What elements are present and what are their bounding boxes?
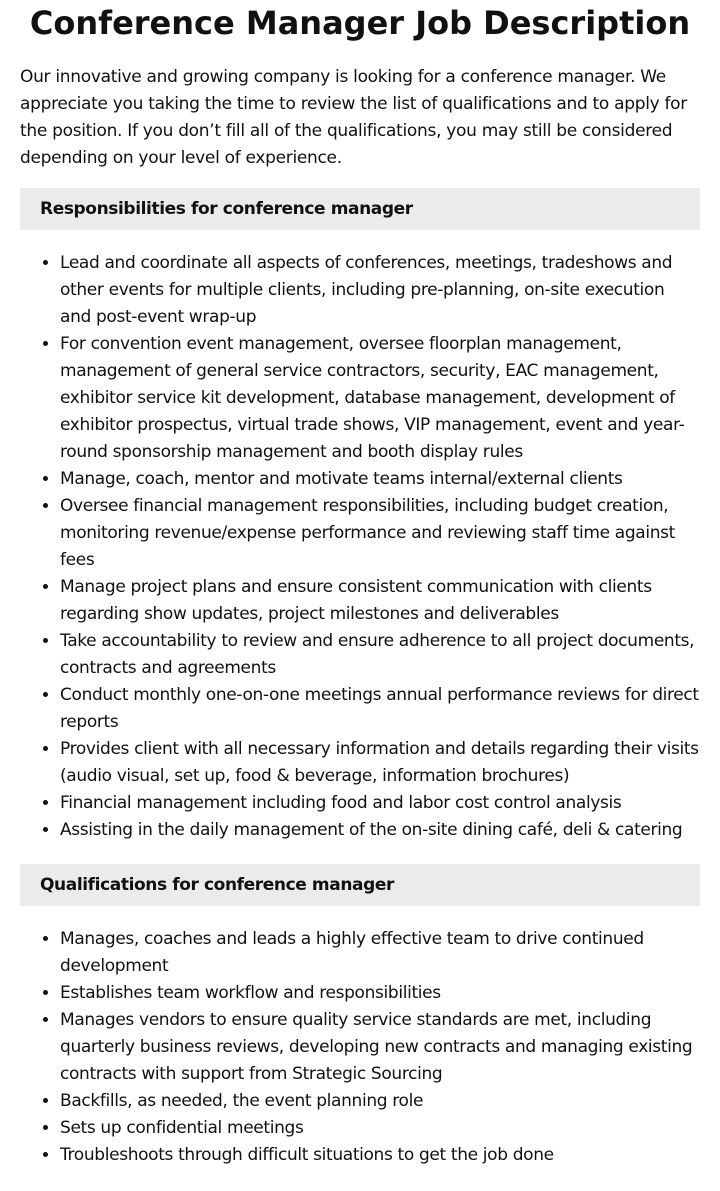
list-item: • Financial management including food and labor cost control analysis — [60, 790, 700, 817]
intro-paragraph: Our innovative and growing company is looking for a conference manager. We appreciate you taking the time to review the list of qualifications and to apply for the position. If you don’t fill all of the qualifications, you may still be considered depending on your level of experience. — [20, 67, 687, 168]
responsibilities-list — [20, 250, 700, 844]
list-item: • For convention event management, oversee floorplan management, management of general service contractors, security, EAC management, exhibitor service kit development, database management, development of exhibitor prospectus, virtual trade shows, VIP management, event and year-round sponsorship management and booth display rules — [60, 331, 700, 466]
list-item: • Establishes team workflow and responsibilities — [60, 980, 700, 1007]
list-item: • Manages vendors to ensure quality service standards are met, including quarterly business reviews, developing new contracts and managing existing contracts with support from Strategic Sourcing — [60, 1007, 700, 1088]
list-item: • Take accountability to review and ensure adherence to all project documents, contracts and agreements — [60, 628, 700, 682]
list-item: • Conduct monthly one-on-one meetings annual performance reviews for direct reports — [60, 682, 700, 736]
list-item: • Provides client with all necessary information and details regarding their visits (audio visual, set up, food & beverage, information brochures) — [60, 736, 700, 790]
list-item: • Oversee financial management responsibilities, including budget creation, monitoring revenue/expense performance and reviewing staff time against fees — [60, 493, 700, 574]
list-item: • Backfills, as needed, the event planning role — [60, 1088, 700, 1115]
responsibilities-heading: Responsibilities for conference manager — [20, 188, 700, 230]
list-item: • Manages, coaches and leads a highly effective team to drive continued development — [60, 926, 700, 980]
list-item: • Troubleshoots through difficult situations to get the job done — [60, 1142, 700, 1169]
list-item: • Assisting in the daily management of the on-site dining café, deli & catering — [60, 817, 700, 844]
list-item: • Lead and coordinate all aspects of conferences, meetings, tradeshows and other events for multiple clients, including pre-planning, on-site execution and post-event wrap-up — [60, 250, 700, 331]
list-item: • Manage project plans and ensure consistent communication with clients regarding show updates, project milestones and deliverables — [60, 574, 700, 628]
page-title: Conference Manager Job Description — [29, 4, 691, 42]
list-item: • Manage, coach, mentor and motivate teams internal/external clients — [60, 466, 700, 493]
qualifications-heading: Qualifications for conference manager — [20, 864, 700, 906]
qualifications-list — [20, 926, 700, 1169]
list-item: • Sets up confidential meetings — [60, 1115, 700, 1142]
